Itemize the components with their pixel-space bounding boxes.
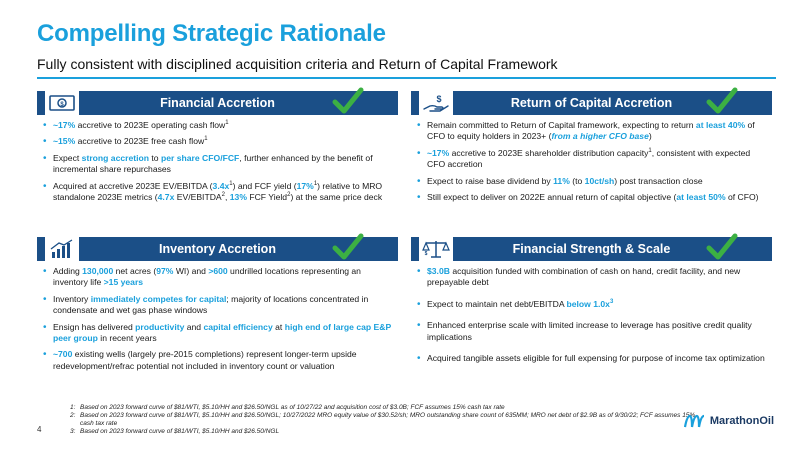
panel-title: Inventory Accretion bbox=[159, 242, 276, 256]
list-item: • ~17% accretive to 2023E shareholder distribution capacity$^1$, consistent with expected CFO accretion bbox=[411, 148, 772, 171]
company-logo bbox=[684, 414, 774, 428]
title-divider bbox=[37, 77, 776, 79]
list-item: • Acquired tangible assets eligible for full expensing for purpose of income tax optimization bbox=[411, 353, 772, 364]
list-item: • ~700 existing wells (largely pre-2015 completions) represent longer-term upside redevelopment/refrac potential not included in inventory count or valuation bbox=[37, 349, 398, 372]
footnote: 3: Based on 2023 forward curve of $81/WTI, $5.10/HH and $26.50/NGL bbox=[70, 428, 280, 435]
svg-text:$: $ bbox=[60, 102, 64, 108]
list-item: • Remain committed to Return of Capital framework, expecting to return at least 40% of CFO to equity holders in 2023+ (from a higher CFO base) bbox=[411, 120, 772, 143]
bullet-list bbox=[411, 266, 772, 364]
list-item: • Expect strong accretion to per share CFO/FCF, further enhanced by the benefit of incremental share repurchases bbox=[37, 153, 398, 176]
list-item: • Acquired at accretive 2023E EV/EBITDA $(3.4x^1)$ and FCF yield (17%$^1$) relative to MRO standalone 2023E metrics (4.7x EV/EBITDA$^2$, 13% FCF Yield$^2$) at the same price deck bbox=[37, 181, 398, 204]
svg-text:$: $ bbox=[436, 94, 442, 104]
panel-inventory-accretion bbox=[37, 237, 398, 377]
money-icon bbox=[45, 91, 79, 115]
bullet-list bbox=[37, 266, 398, 372]
panel-financial-accretion bbox=[37, 91, 398, 208]
checkmark-icon bbox=[706, 87, 738, 117]
growth-chart-icon bbox=[45, 237, 79, 261]
panel-header bbox=[411, 91, 772, 115]
panel-header bbox=[411, 237, 772, 261]
checkmark-icon bbox=[332, 87, 364, 117]
panel-financial-strength bbox=[411, 237, 772, 369]
panel-title: Financial Strength & Scale bbox=[512, 242, 671, 256]
svg-text:$: $ bbox=[424, 251, 428, 257]
footnotes bbox=[70, 404, 710, 436]
page-title: Compelling Strategic Rationale bbox=[37, 20, 386, 47]
footnote: 2: Based on 2023 forward curve of $81/WTI, $5.10/HH and $26.50/NGL; 10/27/2022 MRO equity value of $30.52/sh; MRO outstanding share count of 635MM; MRO net debt of $2.9B as of 9/30/22; FCF assumes 15% cash tax rate bbox=[70, 412, 696, 427]
panel-header bbox=[37, 237, 398, 261]
checkmark-icon bbox=[706, 233, 738, 263]
list-item: • Adding 130,000 net acres (97% WI) and >600 undrilled locations representing an inventory life >15 years bbox=[37, 266, 398, 289]
list-item: • ~15% accretive to 2023E free cash flow$^1$ bbox=[37, 136, 398, 147]
logo-mark-icon bbox=[684, 414, 706, 428]
list-item: • Ensign has delivered productivity and capital efficiency at high end of large cap E&P peer group in recent years bbox=[37, 322, 398, 345]
bullet-list bbox=[411, 120, 772, 203]
panel-return-of-capital bbox=[411, 91, 772, 208]
logo-text: MarathonOil bbox=[709, 415, 774, 427]
list-item: • Inventory immediately competes for capital; majority of locations concentrated in condensate and wet gas phase windows bbox=[37, 294, 398, 317]
panel-header bbox=[37, 91, 398, 115]
page-number: 4 bbox=[37, 425, 42, 434]
bullet-list bbox=[37, 120, 398, 203]
list-item: • ~17% accretive to 2023E operating cash flow$^1$ bbox=[37, 120, 398, 131]
list-item: • Expect to raise base dividend by 11% (to 10ct/sh) post transaction close bbox=[411, 176, 772, 187]
checkmark-icon bbox=[332, 233, 364, 263]
list-item: • $3.0B acquisition funded with combination of cash on hand, credit facility, and new prepayable debt bbox=[411, 266, 772, 289]
page-subtitle: Fully consistent with disciplined acquisition criteria and Return of Capital Framework bbox=[37, 56, 558, 72]
panel-title: Return of Capital Accretion bbox=[510, 96, 673, 110]
list-item: • Still expect to deliver on 2022E annual return of capital objective (at least 50% of CFO) bbox=[411, 192, 772, 203]
hand-dollar-icon bbox=[419, 91, 453, 115]
list-item: • Expect to maintain net debt/EBITDA below $1.0x^3$ bbox=[411, 299, 772, 310]
footnote: 1: Based on 2023 forward curve of $81/WTI, $5.10/HH and $26.50/NGL as of 10/27/22 and acquisition cost of $3.0B; FCF assumes 15% cash tax rate bbox=[70, 404, 505, 411]
list-item: • Enhanced enterprise scale with limited increase to leverage has positive credit quality implications bbox=[411, 320, 772, 343]
balance-scale-icon bbox=[419, 237, 453, 261]
panel-title: Financial Accretion bbox=[160, 96, 275, 110]
